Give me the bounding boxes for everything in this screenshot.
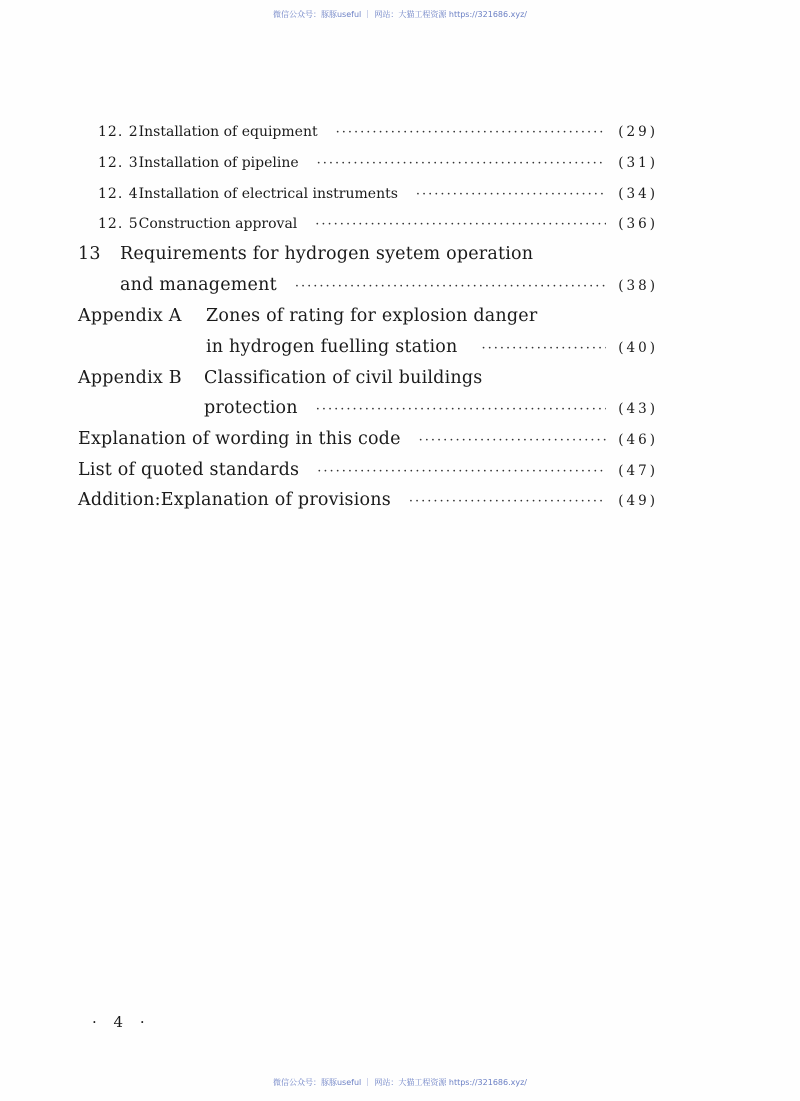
toc-entry-13-line2 (120, 275, 658, 295)
toc-leader-dots (316, 402, 607, 417)
toc-entry-appendix-b-line1 (78, 368, 658, 388)
toc-entry-12-3 (98, 155, 658, 171)
toc-entry-appendix-a-line2 (206, 337, 658, 357)
toc-entry-appendix-b-line2 (204, 398, 658, 418)
toc-entry-number: 12. 5 (98, 216, 139, 232)
toc-entry-title: Addition:Explanation of provisions (78, 490, 391, 510)
toc-entry-12-4 (98, 186, 658, 202)
toc-entry-page: (38) (618, 278, 658, 294)
toc-entry-title: Construction approval (138, 216, 298, 232)
toc-entry-title: Installation of pipeline (138, 155, 299, 171)
toc-entry-12-5 (98, 216, 658, 232)
toc-leader-dots (336, 125, 607, 140)
toc-leader-dots (419, 433, 607, 448)
toc-entry-page: (31) (618, 155, 658, 171)
toc-leader-dots (317, 156, 607, 171)
toc-entry-number: 12. 3 (98, 155, 139, 171)
toc-entry-page: (34) (618, 186, 658, 202)
toc-leader-dots (416, 187, 606, 202)
toc-entry-13-line1 (78, 244, 658, 264)
toc-entry-page: (49) (618, 493, 658, 509)
toc-leader-dots (315, 217, 606, 232)
toc-entry-number: 13 (78, 244, 101, 264)
toc-entry-explanation-of-provisions (78, 490, 658, 510)
toc-leader-dots (482, 341, 607, 356)
toc-entry-title: Explanation of wording in this code (78, 429, 401, 449)
toc-entry-page: (47) (618, 463, 658, 479)
toc-entry-page: (36) (618, 216, 658, 232)
toc-entry-number: Appendix A (78, 306, 182, 326)
toc-entry-page: (40) (618, 340, 658, 356)
toc-entry-title: Requirements for hydrogen syetem operation (120, 244, 534, 264)
page-number: · 4 · (92, 1013, 151, 1031)
toc-entry-title: Installation of electrical instruments (138, 186, 398, 202)
toc-entry-appendix-a-line1 (78, 306, 658, 326)
toc-entry-title-continued: protection (204, 398, 298, 418)
toc-entry-title: Installation of equipment (138, 124, 318, 140)
toc-entry-page: (29) (618, 124, 658, 140)
toc-leader-dots (317, 464, 606, 479)
toc-entry-title-continued: in hydrogen fuelling station (206, 337, 458, 357)
toc-entry-title-continued: and management (120, 275, 277, 295)
toc-entry-page: (46) (618, 432, 658, 448)
toc-entry-title: Zones of rating for explosion danger (206, 306, 538, 326)
toc-entry-number: 12. 4 (98, 186, 139, 202)
toc-leader-dots (409, 494, 606, 509)
toc-leader-dots (295, 279, 606, 294)
watermark-top: 微信公众号：豚豚useful ｜ 网站：大猫工程资源 https://321686.xyz/ (272, 10, 528, 19)
toc-entry-number: Appendix B (78, 368, 182, 388)
toc-entry-title: List of quoted standards (78, 460, 300, 480)
toc-entry-12-2 (98, 124, 658, 140)
toc-entry-title: Classification of civil buildings (204, 368, 483, 388)
toc-entry-number: 12. 2 (98, 124, 139, 140)
toc-entry-page: (43) (618, 401, 658, 417)
toc-entry-explanation-of-wording (78, 429, 658, 449)
watermark-bottom: 微信公众号：豚豚useful ｜ 网站：大猫工程资源 https://321686.xyz/ (272, 1078, 528, 1087)
toc-entry-quoted-standards (78, 460, 658, 480)
